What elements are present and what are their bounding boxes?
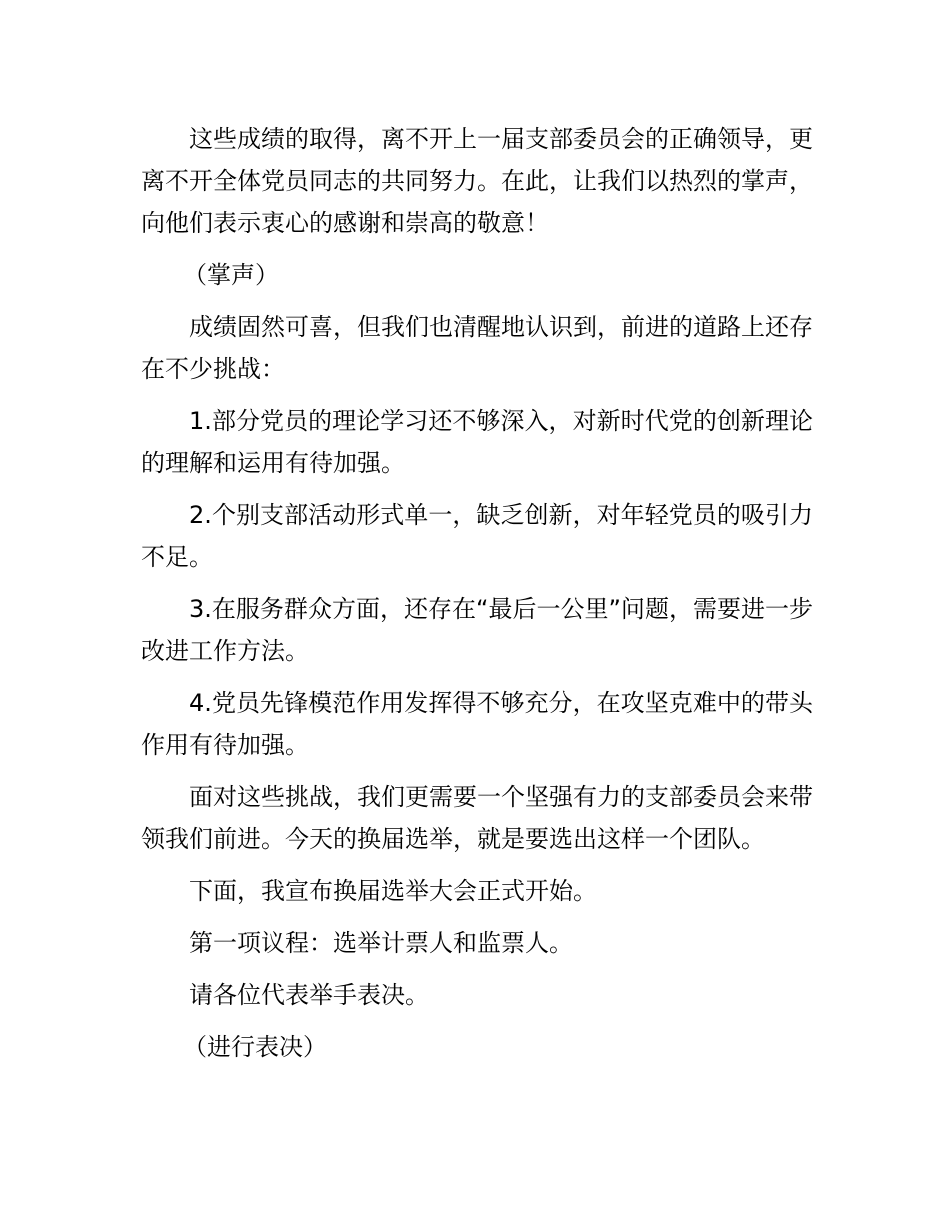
list-item-challenge-3: 3.在服务群众方面，还存在“最后一公里”问题，需要进一步改进工作方法。 <box>141 595 813 665</box>
paragraph-achievements-thanks: 这些成绩的取得，离不开上一届支部委员会的正确领导，更离不开全体党员同志的共同努力。在此，让我们以热烈的掌声，向他们表示衷心的感谢和崇高的敬意！ <box>141 125 813 237</box>
list-item-challenge-4: 4.党员先锋模范作用发挥得不够充分，在攻坚克难中的带头作用有待加强。 <box>141 689 813 759</box>
list-item-challenge-1: 1.部分党员的理论学习还不够深入，对新时代党的创新理论的理解和运用有待加强。 <box>141 407 813 477</box>
paragraph-election-start: 下面，我宣布换届选举大会正式开始。 <box>189 877 597 905</box>
stage-direction-applause: （掌声） <box>183 261 279 289</box>
paragraph-facing-challenges: 面对这些挑战，我们更需要一个坚强有力的支部委员会来带领我们前进。今天的换届选举，就是要选出这样一个团队。 <box>141 783 813 853</box>
list-item-challenge-2: 2.个别支部活动形式单一，缺乏创新，对年轻党员的吸引力不足。 <box>141 501 813 571</box>
document-body <box>141 118 813 1078</box>
stage-direction-voting: （进行表决） <box>183 1033 327 1061</box>
paragraph-show-of-hands: 请各位代表举手表决。 <box>189 981 429 1009</box>
paragraph-agenda-item-1: 第一项议程：选举计票人和监票人。 <box>189 929 573 957</box>
paragraph-challenges-intro: 成绩固然可喜，但我们也清醒地认识到，前进的道路上还存在不少挑战： <box>141 313 813 383</box>
